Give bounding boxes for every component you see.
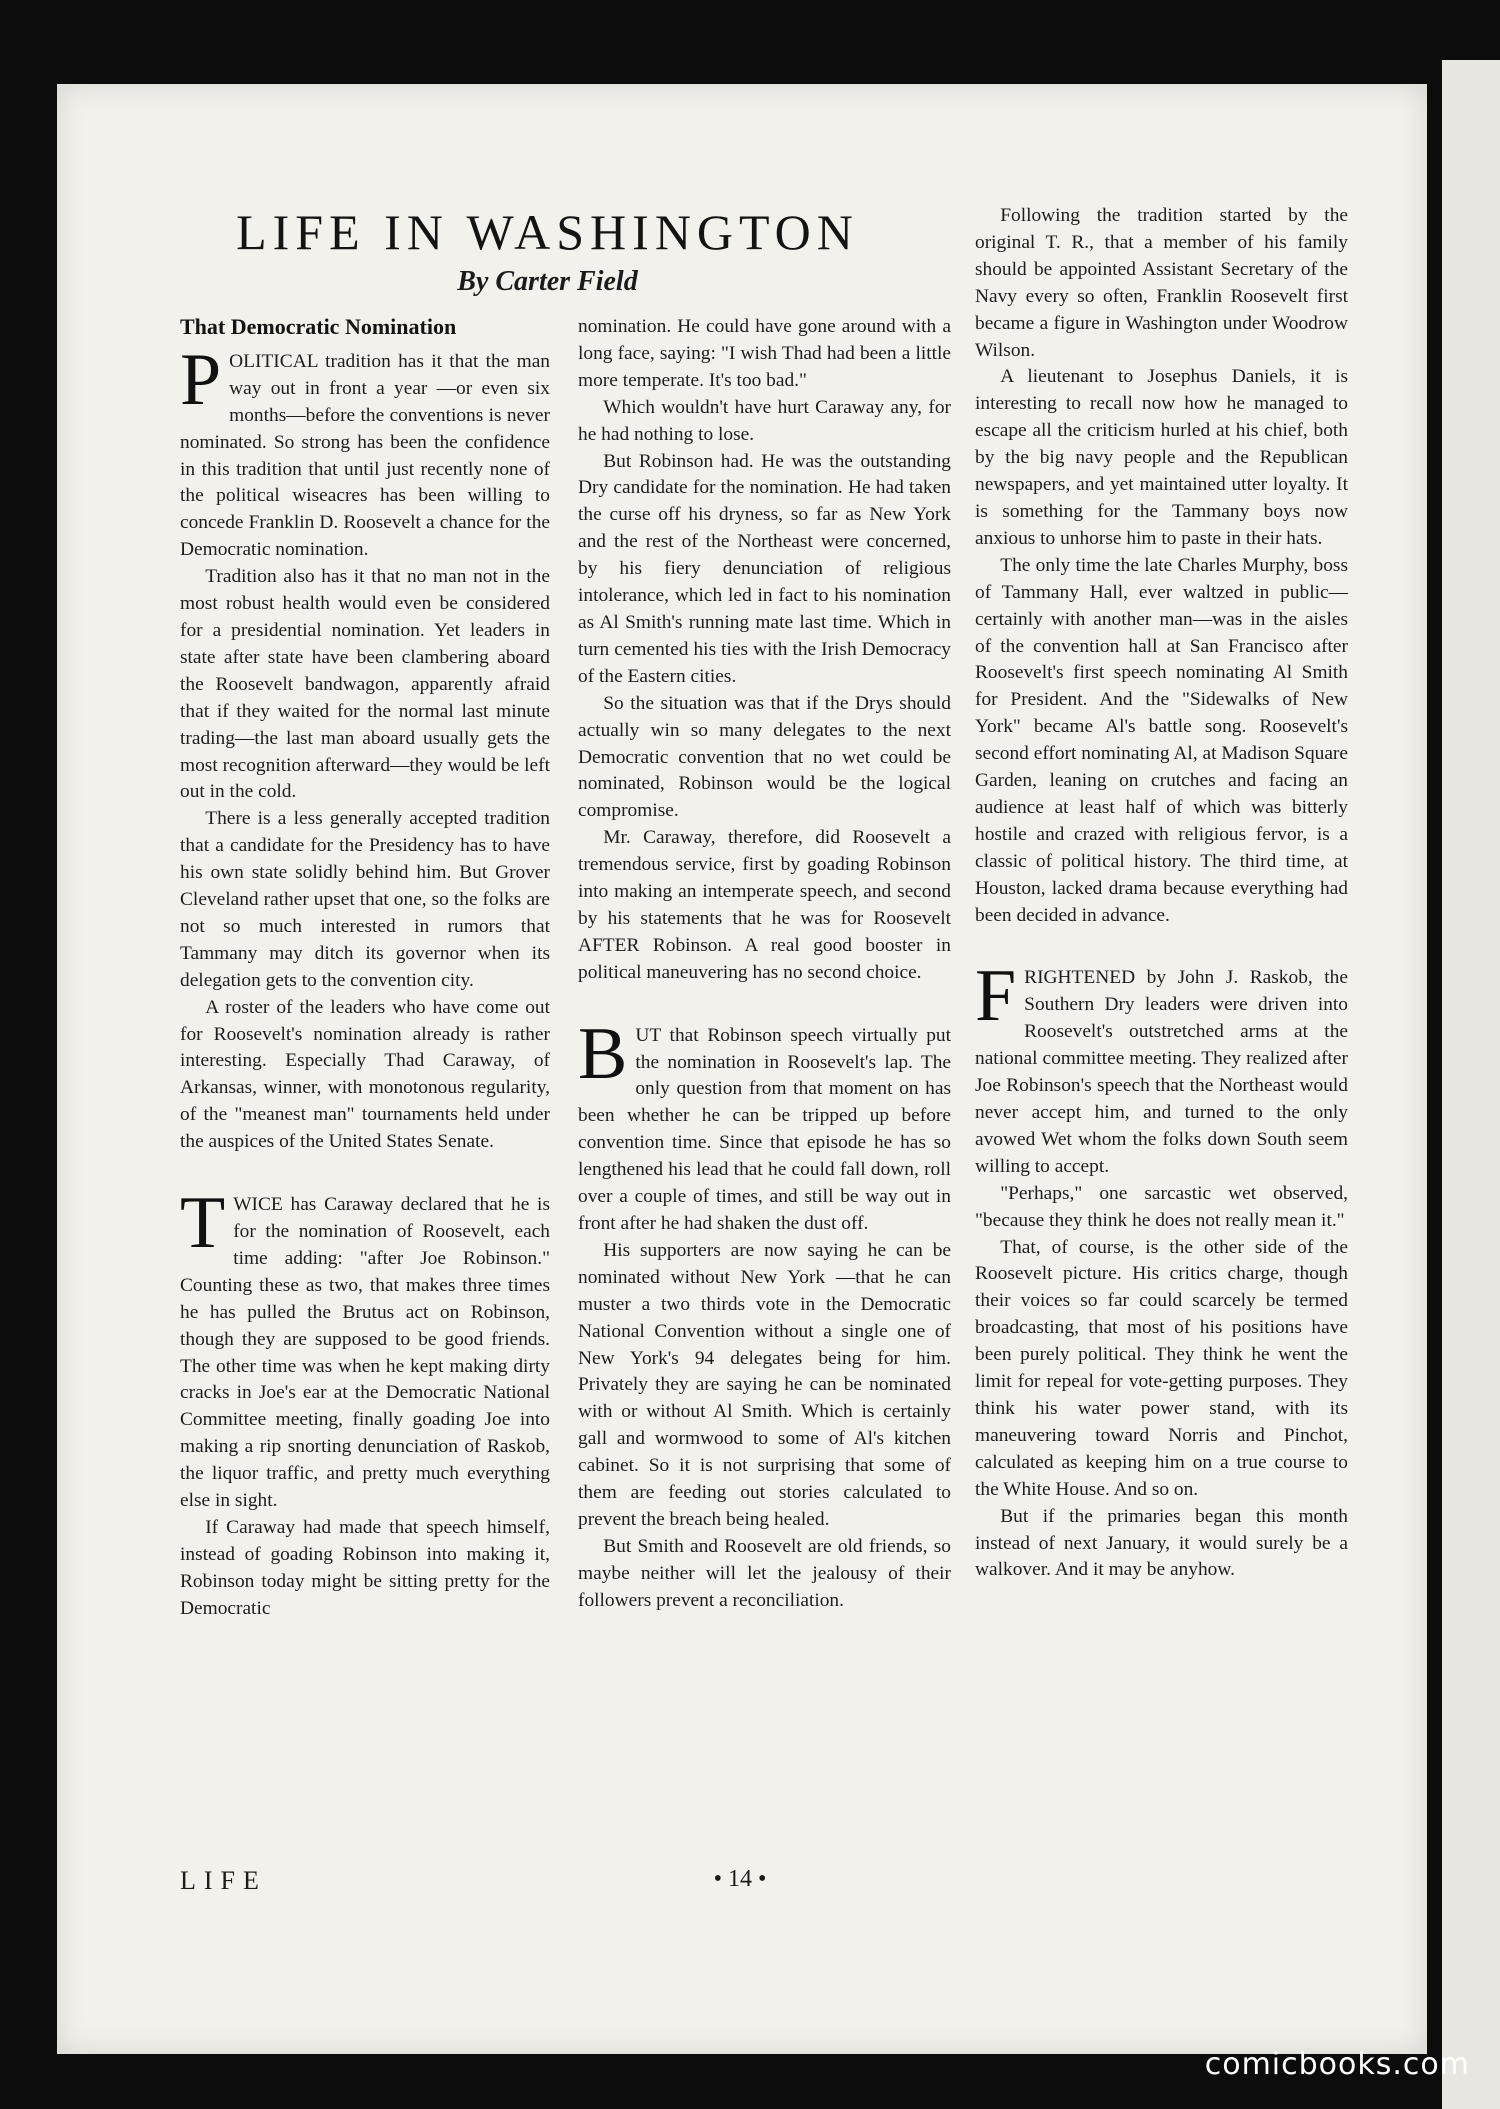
paragraph: nomination. He could have gone around with a long face, saying: "I wish Thad had been a little more temperate. It's too bad." xyxy=(578,316,951,391)
paragraph: Which wouldn't have hurt Caraway any, for he had nothing to lose. xyxy=(578,396,951,445)
paragraph xyxy=(975,955,1348,1180)
article-column-3 xyxy=(975,203,1348,1584)
paragraph-text: WICE has Caraway declared that he is for the nomination of Roosevelt, each time adding: "after Joe Robinson." Counting these as two, that makes three times he has pulled the Brutus act on Robinson, though they are supposed to be good friends. The other time was when he kept making dirty cracks in Joe's ear at the Democratic National Committee meeting, finally goading Joe into making a rip snorting denunciation of Raskob, the liquor traffic, and pretty much everything else in sight. xyxy=(180,1194,550,1512)
paragraph: A roster of the leaders who have come out for Roosevelt's nomination already is rather interesting. Especially Thad Caraway, of Arkansas, winner, with monotonous regularity, of the "meanest man" tournaments held under the auspices of the United States Senate. xyxy=(180,996,550,1153)
drop-cap: F xyxy=(975,955,1017,1038)
paragraph xyxy=(578,1012,951,1238)
paragraph: That, of course, is the other side of the Roosevelt picture. His critics charge, though their voices so far could scarcely be termed broadcasting, that most of his positions have been purely political. They think he went the limit for repeal for vote-getting purposes. They think his water power stand, with its maneuvering toward Norris and Pinchot, calculated as keeping him on a true course to the White House. And so on. xyxy=(975,1236,1348,1500)
paragraph: Following the tradition started by the original T. R., that a member of his family should be appointed Assistant Secretary of the Navy every so often, Franklin Roosevelt first became a figure in Washington under Woodrow Wilson. xyxy=(975,205,1348,361)
paragraph: Tradition also has it that no man not in the most robust health would even be considered for a presidential nomination. Yet leaders in state after state have been clambering aboard the Roosevelt bandwagon, apparently afraid that if they waited for the normal last minute trading—the last man aboard usually gets the most recognition afterward—they would be left out in the cold. xyxy=(180,566,550,803)
site-watermark: comicbooks.com xyxy=(1204,2047,1470,2082)
adjacent-page-edge xyxy=(1442,60,1500,2109)
article-column-1 xyxy=(180,314,550,1623)
article-title: LIFE IN WASHINGTON xyxy=(236,204,859,260)
paragraph: But if the primaries began this month instead of next January, it would surely be a walkover. And it may be anyhow. xyxy=(975,1505,1348,1581)
drop-cap: B xyxy=(578,1012,628,1095)
article-byline: By Carter Field xyxy=(457,266,638,297)
paragraph: Mr. Caraway, therefore, did Roosevelt a tremendous service, first by goading Robinson into making an intemperate speech, and second by his statements that he was for Roosevelt AFTER Robinson. A real good booster in political maneuvering has no second choice. xyxy=(578,827,951,983)
drop-cap: T xyxy=(180,1182,226,1265)
paragraph-text: OLITICAL tradition has it that the man way out in front a year —or even six months—before the conventions is never nominated. So strong has been the confidence in this tradition that until just recently none of the political wiseacres has been willing to concede Franklin D. Roosevelt a chance for the Democratic nomination. xyxy=(180,350,550,561)
drop-cap: P xyxy=(180,338,222,421)
paragraph xyxy=(180,338,550,564)
paragraph-text: UT that Robinson speech virtually put the nomination in Roosevelt's lap. The only question from that moment on has been whether he can be tripped up before convention time. Since that episode he has so lengthened his lead that he could fall down, roll over a couple of times, and still be way out in front after he had shaken the dust off. xyxy=(578,1024,951,1234)
paragraph: But Robinson had. He was the outstanding Dry candidate for the nomination. He had taken the curse off his dryness, so far as New York and the rest of the Northeast were concerned, by his fiery denunciation of religious intolerance, which led in fact to his nomination as Al Smith's running mate last time. Which in turn cemented his ties with the Irish Democracy of the Eastern cities. xyxy=(578,450,951,687)
paragraph: His supporters are now saying he can be nominated without New York —that he can muster a two thirds vote in the Democratic National Convention without a single one of New York's 94 delegates being for him. Privately they are saying he can be nominated with or without Al Smith. Which is certainly gall and wormwood to some of Al's kitchen cabinet. So it is not surprising that some of them are feeding out stories calculated to prevent the breach being healed. xyxy=(578,1239,951,1530)
paragraph: There is a less generally accepted tradition that a candidate for the Presidency has to have his own state solidly behind him. But Grover Cleveland rather upset that one, so the folks are not so much interested in rumors that Tammany may ditch its governor when its delegation gets to the convention city. xyxy=(180,808,550,991)
section-subhead: That Democratic Nomination xyxy=(180,314,457,339)
paragraph xyxy=(180,1182,550,1515)
paragraph: A lieutenant to Josephus Daniels, it is interesting to recall now how he managed to escape all the criticism hurled at his chief, both by the big navy people and the Republican newspapers, and yet maintained utter loyalty. It is something for the Tammany boys now anxious to unhorse him to paste in their hats. xyxy=(975,366,1348,549)
page-number: • 14 • xyxy=(713,1866,767,1892)
paragraph: So the situation was that if the Drys should actually win so many delegates to the next Democratic convention that no wet could be nominated, Robinson would be the logical compromise. xyxy=(578,692,951,822)
article-column-2 xyxy=(578,314,951,1615)
paragraph-text: RIGHTENED by John J. Raskob, the Southern Dry leaders were driven into Roosevelt's outstretched arms at the national committee meeting. They realized after Joe Robinson's speech that the Northeast would never accept him, and turned to the only avowed Wet whom the folks down South seem willing to accept. xyxy=(975,967,1348,1177)
paragraph: The only time the late Charles Murphy, boss of Tammany Hall, ever waltzed in public—certainly with another man—was in the aisles of the convention hall at San Francisco after Roosevelt's first speech nominating Al Smith for President. And the "Sidewalks of New York" became Al's battle song. Roosevelt's second effort nominating Al, at Madison Square Garden, leaning on crutches and facing an audience at least half of which was bitterly hostile and crazed with religious fervor, is a classic of political history. The third time, at Houston, lacked drama because everything had been decided in advance. xyxy=(975,554,1348,926)
magazine-name-footer: LIFE xyxy=(180,1866,267,1895)
paragraph: But Smith and Roosevelt are old friends, so maybe neither will let the jealousy of their followers prevent a reconciliation. xyxy=(578,1535,951,1611)
paragraph: "Perhaps," one sarcastic wet observed, "because they think he does not really mean it." xyxy=(975,1182,1348,1231)
paragraph: If Caraway had made that speech himself, instead of goading Robinson into making it, Robinson today might be sitting pretty for the Democratic xyxy=(180,1516,550,1619)
